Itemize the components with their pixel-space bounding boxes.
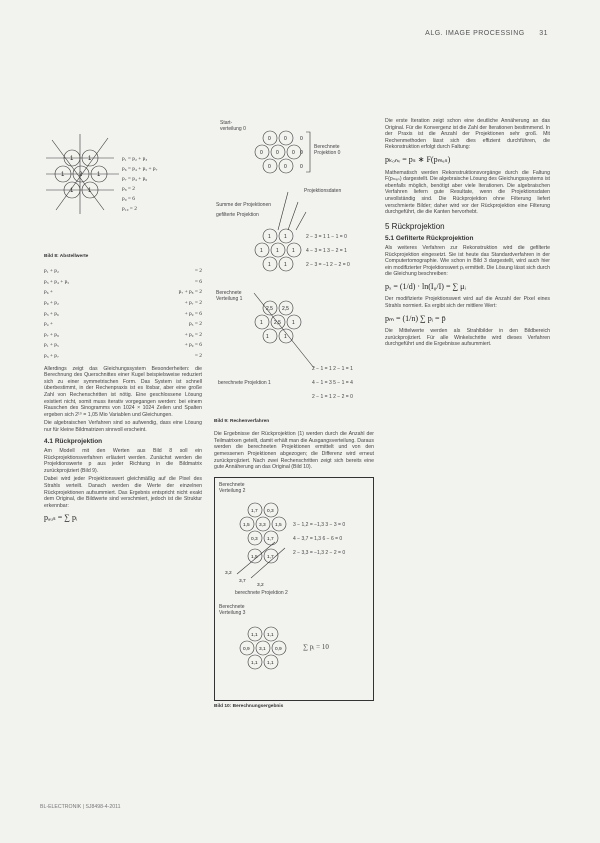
body-paragraph: Die algebraischen Verfahren sind so aufwendig, dass eine Lösung nur für kleine Bildmatrizen sinnvoll erscheint. <box>44 420 202 433</box>
svg-text:0,3: 0,3 <box>251 536 258 542</box>
svg-text:1: 1 <box>292 248 295 254</box>
fig8-eq-5: p₉ = 6 <box>122 196 136 202</box>
svg-text:0: 0 <box>300 164 303 170</box>
body-paragraph: Die Ergebnisse der Rückprojektion (1) werden durch die Anzahl der Teilmatrixen geteilt, damit erhält man die Ausgangsverteilung. Daraus werden die berechneten Projektionen ermittelt und von den gemessenen Projektionen abgezogen; die Differenz wird erneut zurückprojiziert. Nach zwei Rechenschritten zeigt sich bereits eine gute Annäherung an das Original (Bild 10). <box>214 431 374 471</box>
fig9-sum-label: Summe der Projektionen <box>216 202 272 208</box>
svg-text:1,1: 1,1 <box>251 660 258 666</box>
svg-text:1: 1 <box>284 262 287 268</box>
eq-row: p₉ + p₂ + p₇ = 2 <box>44 299 202 306</box>
svg-text:0: 0 <box>292 150 295 156</box>
svg-text:1,7: 1,7 <box>267 536 274 542</box>
page-footer: BL-ELECTRONIK | SJ8498-4-2011 <box>40 804 121 810</box>
equation-table <box>44 266 202 361</box>
svg-text:1,7: 1,7 <box>267 554 274 560</box>
body-paragraph: Die erste Iteration zeigt schon eine deutliche Annäherung an das Original. Für die Konvergenz ist die Zahl der Iterationen bestimmend. In der Praxis ist die Anzahl der Projektionen sehr groß. Mit Rechenmethoden lässt sich dies effizient durchführen, die Rekonstruktion erfolgt durch Faltung: <box>385 118 550 151</box>
body-paragraph: Dabei wird jeder Projektionswert gleichmäßig auf die Pixel des Strahls verteilt. Danach werden die Werte der einzelnen Rückprojektionen aufsummiert. Das Ergebnis entspricht nicht exakt dem Original, die Bildwerte sind verschmiert, jedoch ist die Struktur erkennbar: <box>44 476 202 509</box>
figure-9-caption: Bild 9: Rechenverfahren <box>214 418 270 424</box>
fig8-eq-4: p₈ = 2 <box>122 186 136 192</box>
svg-text:3,2: 3,2 <box>257 582 264 588</box>
formula-mean: pₘ = (1/n) ∑ pᵢ = p̄ <box>385 313 446 323</box>
svg-text:1: 1 <box>70 188 74 194</box>
eq-row: p₁ + p₂ = 2 <box>44 268 202 275</box>
svg-text:3,2: 3,2 <box>225 570 232 576</box>
figure-9 <box>214 118 374 416</box>
fig8-eq-1: p₁ = p₂ + p₃ <box>122 156 148 162</box>
figure-10-caption: Bild 10: Berechnungsergebnis <box>214 703 284 709</box>
fig9-computed-label: Berechnete Projektion 0 <box>314 144 341 156</box>
eq-row: p₇ + p₈ + p₉ = 2 <box>44 331 202 338</box>
svg-text:0: 0 <box>300 136 303 142</box>
fig10-proj2-label: berechnete Projektion 2 <box>235 589 288 596</box>
figure-10 <box>214 477 374 701</box>
svg-text:1,7: 1,7 <box>251 508 258 514</box>
svg-text:0: 0 <box>260 150 263 156</box>
svg-text:1,5: 1,5 <box>275 522 282 528</box>
svg-text:1: 1 <box>292 320 295 326</box>
svg-text:1: 1 <box>276 248 279 254</box>
formula-convolution: pₖₒₙᵥ = pₛ ∗ F(pₘₑₛ) <box>385 154 451 164</box>
svg-text:1: 1 <box>268 234 271 240</box>
figure-10-diagram <box>215 478 373 698</box>
svg-text:2,5: 2,5 <box>266 306 273 312</box>
column-2 <box>214 118 374 716</box>
svg-text:0: 0 <box>268 136 271 142</box>
eq-row: p₃ + p₄ + p₅ = 6 <box>44 278 202 285</box>
svg-text:0: 0 <box>268 164 271 170</box>
body-paragraph: Als weiteres Verfahren zur Rekonstruktion wird die gefilterte Rückprojektion eingesetzt. Sie ist heute das Standardverfahren in der Computertomographie. Wie schon in Bild 3 dargestellt, wird auch hier ein modifizierter Projektionswert pᵢ ermittelt. Die Lösung lässt sich durch die Gleichung beschreiben: <box>385 244 550 278</box>
svg-text:1: 1 <box>88 156 92 162</box>
eq-row: p₁ + p₅ + p₉ = 6 <box>44 342 202 349</box>
svg-text:0: 0 <box>276 150 279 156</box>
fig8-eq-6: p₁₀ = 2 <box>122 206 137 212</box>
svg-text:3,1: 3,1 <box>259 646 266 652</box>
svg-text:0: 0 <box>284 136 287 142</box>
svg-text:1: 1 <box>268 262 271 268</box>
fig10-dist3-label: Berechnete Verteilung 3 <box>219 603 246 616</box>
figure-8 <box>44 118 202 260</box>
svg-text:1,1: 1,1 <box>267 632 274 638</box>
column-3 <box>385 118 550 350</box>
svg-text:1: 1 <box>88 188 92 194</box>
eq-row: p₃ + p₇ = 2 <box>44 352 202 359</box>
svg-text:1: 1 <box>61 172 65 178</box>
section-heading: 4.1 Rückprojektion <box>44 438 103 446</box>
svg-text:1,1: 1,1 <box>251 632 258 638</box>
body-paragraph: Der modifizierte Projektionswert wird auf die Anzahl der Pixel eines Strahls normiert. Es ergibt sich der mittlere Wert: <box>385 296 550 310</box>
fig10-dist2-label: Berechnete Verteilung 2 <box>219 481 246 494</box>
svg-text:0: 0 <box>284 164 287 170</box>
svg-text:2: 2 <box>79 172 83 178</box>
fig9-proj-label: Projektionsdaten <box>304 188 342 194</box>
svg-text:1,1: 1,1 <box>267 660 274 666</box>
eq-row: p₆ + p₇ + p₈ = 2 <box>44 289 202 296</box>
fig9-proj1-label: berechnete Projektion 1 <box>218 380 271 386</box>
eq-row: p₃ + p₆ + p₉ = 6 <box>44 310 202 317</box>
fig9-filtered-label: gefilterte Projektion <box>216 212 259 218</box>
svg-text:1: 1 <box>266 334 269 340</box>
formula-sum: pₐᵤₛ = ∑ pᵢ <box>44 513 78 523</box>
fig9-row-eqs: 2 − 3 = 1 1 − 1 = 0 4 − 3 = 1 3 − 2 = 1 2 − 3 = −1 2 − 2 = 0 <box>306 234 350 268</box>
svg-text:0,9: 0,9 <box>275 646 282 652</box>
svg-text:2,5: 2,5 <box>274 320 281 326</box>
body-paragraph: Am Modell mit den Werten aus Bild 8 soll ein Rückprojektionsverfahren erläutert werden. Zunächst werden die Projektionswerte p aus jeder Richtung in die Bildmatrix zurückprojiziert (Bild 9). <box>44 448 202 474</box>
svg-text:1: 1 <box>260 320 263 326</box>
svg-text:2,5: 2,5 <box>282 306 289 312</box>
svg-text:1: 1 <box>70 156 74 162</box>
fig9-diag-eqs: 2 − 1 = 1 2 − 1 = 1 4 − 1 = 3 5 − 1 = 4 2 − 1 = 1 2 − 2 = 0 <box>312 366 353 400</box>
body-paragraph: Mathematisch werden Rekonstruktionsvorgänge durch die Faltung F(pₘₑₛ) dargestellt. Die algebraische Lösung des Gleichungssystems ist ebenfalls möglich, benötigt aber viele Iterationen. Die algebraischen Verfahren liefern gute Resultate, wenn die Projektionsdaten unvollständig sind. Die Rückprojektion ohne Filterung liefert verschmierte Bilder; daher wird vor der Rückprojektion eine Filterung durchgeführt, die die Kanten hervorhebt. <box>385 169 550 216</box>
svg-text:1,5: 1,5 <box>243 522 250 528</box>
svg-text:1,5: 1,5 <box>251 554 258 560</box>
fig10-eqs: 3 − 1,2 = −1,3 3 − 3 = 0 4 − 3,7 = 1,3 6 − 6 = 0 2 − 3,3 = −1,3 2 − 2 = 0 <box>293 521 346 556</box>
column-1 <box>44 118 202 528</box>
svg-text:0,9: 0,9 <box>243 646 250 652</box>
section-heading-5: 5 Rückprojektion <box>385 221 445 231</box>
header-title: ALG. IMAGE PROCESSING <box>425 30 525 37</box>
running-header <box>425 30 548 37</box>
page-number: 31 <box>539 30 548 37</box>
fig9-dist1-label: Berechnete Verteilung 1 <box>216 290 243 302</box>
svg-text:1: 1 <box>260 248 263 254</box>
fig10-sum: ∑ pᵢ = 10 <box>303 642 329 651</box>
figure-8-caption: Bild 8: Abstellwerte <box>44 253 89 259</box>
fig8-eq-3: p₇ = p₄ + p₆ <box>122 176 148 182</box>
svg-text:1: 1 <box>284 334 287 340</box>
svg-text:3,7: 3,7 <box>239 578 246 584</box>
svg-text:1: 1 <box>284 234 287 240</box>
subsection-heading: 5.1 Gefilterte Rückprojektion <box>385 235 474 243</box>
body-paragraph: Die Mittelwerte werden als Strahlbilder in den Bildbereich zurückprojiziert. Für alle Winkelschritte wird dieses Verfahren durchgeführt und die Ergebnisse aufsummiert. <box>385 328 550 348</box>
svg-text:1: 1 <box>97 172 101 178</box>
svg-text:3,3: 3,3 <box>259 522 266 528</box>
formula-projection: pₓ = (1/d) · ln(I₀/I) = ∑ μᵢ <box>385 281 466 291</box>
fig9-start-label: Start- verteilung 0 <box>220 120 246 132</box>
svg-text:0,3: 0,3 <box>267 508 274 514</box>
fig8-eq-2: p₆ = p₄ + p₅ + p₇ <box>122 166 158 172</box>
body-paragraph: Allerdings zeigt das Gleichungssystem Besonderheiten: die Berechnung des Querschnittes einer Kugel beispielsweise reduziert sich zu einer symmetrischen Form. Das System ist schnell überbestimmt, in der Rechenpraxis ist es lösbar, aber eine große Zahl von Rechenschritten ist nötig. Eine geschlossene Lösung existiert nicht, somit muss iterativ vorgegangen werden: bei einem Rauschen des Sinogramms von 1024 × 1024 Zeilen und Spalten ergeben sich 2¹⁰ = 1,05 Mio Variablen und Gleichungen. <box>44 365 202 418</box>
svg-text:0: 0 <box>300 150 303 156</box>
eq-row: p₄ + p₅ = 2 <box>44 321 202 328</box>
